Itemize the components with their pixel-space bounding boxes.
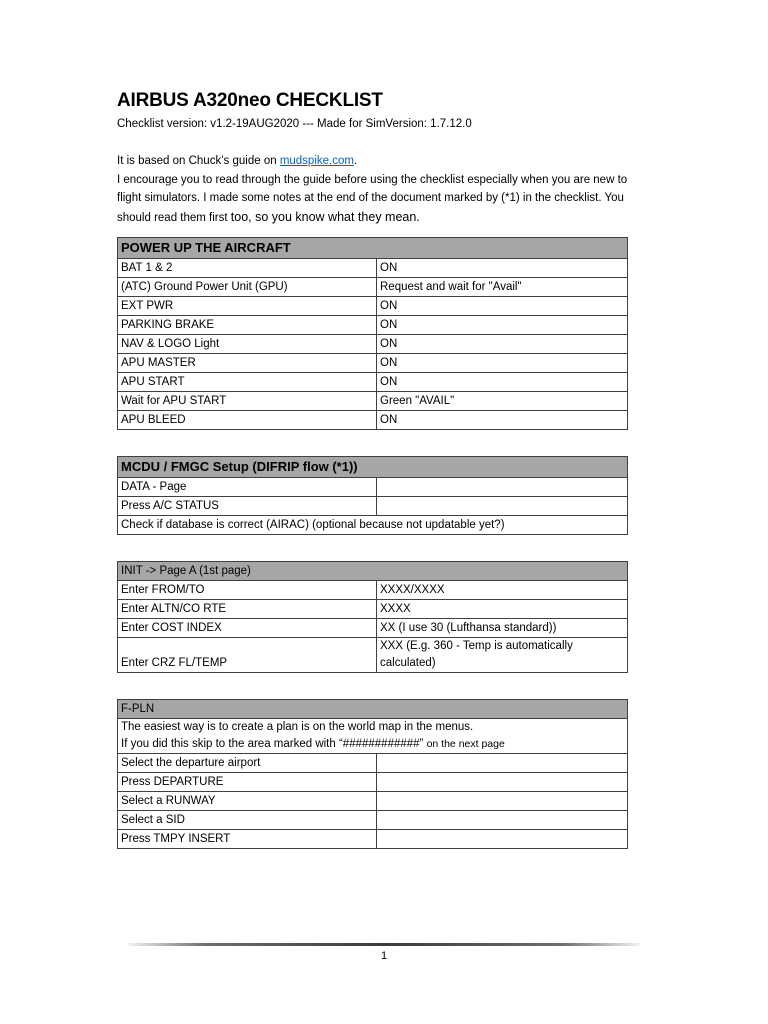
table-row: [118, 392, 628, 411]
item-cell: Enter ALTN/CO RTE: [118, 600, 377, 619]
action-cell: [377, 811, 628, 830]
action-cell: Green "AVAIL": [377, 392, 628, 411]
table-row: [118, 619, 628, 638]
intro-prefix: It is based on Chuck’s guide on: [117, 155, 280, 167]
intro-notes-end: too, so you know what they mean.: [230, 209, 420, 224]
intro-source-line: [117, 152, 637, 171]
action-cell: ON: [377, 373, 628, 392]
fpln-note-line1: The easiest way is to create a plan is on the world map in the menus.: [121, 721, 474, 733]
action-cell: Request and wait for "Avail": [377, 278, 628, 297]
table-row: [118, 411, 628, 430]
fpln-table: [117, 699, 628, 849]
action-cell: [377, 754, 628, 773]
item-cell: Select the departure airport: [118, 754, 377, 773]
table-row: [118, 497, 628, 516]
table-row: [118, 278, 628, 297]
item-cell: APU MASTER: [118, 354, 377, 373]
item-cell: Press TMPY INSERT: [118, 830, 377, 849]
action-cell: [377, 497, 628, 516]
init-page-table: [117, 561, 628, 673]
database-check-cell: Check if database is correct (AIRAC) (optional because not updatable yet?): [118, 516, 628, 535]
intro-notes: I encourage you to read through the guide before using the checklist especially when you are new to flight simulators. I made some notes at the end of the document marked by (*1) in the checklist. You should read them first: [117, 173, 628, 224]
table-row: [118, 297, 628, 316]
item-cell: Press A/C STATUS: [118, 497, 377, 516]
action-cell: [377, 830, 628, 849]
item-cell: Enter CRZ FL/TEMP: [118, 638, 377, 673]
checklist-version: Checklist version: v1.2-19AUG2020 --- Made for SimVersion: 1.7.12.0: [117, 118, 472, 130]
page-title: AIRBUS A320neo CHECKLIST: [117, 90, 383, 111]
table-row: [118, 373, 628, 392]
item-cell: Enter FROM/TO: [118, 581, 377, 600]
footer-divider: [128, 943, 640, 946]
document-page: [117, 88, 637, 849]
item-cell: APU START: [118, 373, 377, 392]
table-row: [118, 581, 628, 600]
power-up-header: POWER UP THE AIRCRAFT: [118, 238, 628, 259]
fpln-note-line2: If you did this skip to the area marked with “############”: [121, 738, 427, 750]
action-cell: ON: [377, 335, 628, 354]
action-cell: [377, 478, 628, 497]
table-row: [118, 830, 628, 849]
table-row: [118, 638, 628, 673]
item-cell: Wait for APU START: [118, 392, 377, 411]
item-cell: Press DEPARTURE: [118, 773, 377, 792]
table-row: [118, 316, 628, 335]
item-cell: BAT 1 & 2: [118, 259, 377, 278]
table-row: [118, 811, 628, 830]
table-row: [118, 773, 628, 792]
init-page-header: INIT -> Page A (1st page): [118, 562, 628, 581]
item-cell: Select a RUNWAY: [118, 792, 377, 811]
action-cell: ON: [377, 316, 628, 335]
mcdu-setup-table: [117, 456, 628, 535]
action-cell: [377, 773, 628, 792]
action-cell: ON: [377, 354, 628, 373]
item-cell: NAV & LOGO Light: [118, 335, 377, 354]
item-cell: Enter COST INDEX: [118, 619, 377, 638]
action-cell: XXXX: [377, 600, 628, 619]
fpln-note-line2-end: on the next page: [426, 738, 505, 750]
action-cell: ON: [377, 297, 628, 316]
action-cell: ON: [377, 259, 628, 278]
item-cell: Select a SID: [118, 811, 377, 830]
intro-notes-paragraph: [117, 171, 637, 228]
table-row: [118, 600, 628, 619]
intro-suffix: .: [353, 155, 358, 167]
intro-text: [117, 152, 637, 227]
fpln-note-cell: [118, 719, 628, 754]
table-row: [118, 792, 628, 811]
table-row: [118, 259, 628, 278]
table-row: [118, 335, 628, 354]
item-cell: PARKING BRAKE: [118, 316, 377, 335]
table-row: [118, 516, 628, 535]
item-cell: EXT PWR: [118, 297, 377, 316]
table-row: [118, 354, 628, 373]
action-cell: XX (I use 30 (Lufthansa standard)): [377, 619, 628, 638]
item-cell: (ATC) Ground Power Unit (GPU): [118, 278, 377, 297]
mcdu-setup-header: MCDU / FMGC Setup (DIFRIP flow (*1)): [118, 457, 628, 478]
table-row: [118, 478, 628, 497]
page-number: 1: [380, 950, 388, 962]
table-row: [118, 754, 628, 773]
action-cell: XXX (E.g. 360 - Temp is automatically calculated): [377, 638, 628, 673]
fpln-header: F-PLN: [118, 700, 628, 719]
action-cell: XXXX/XXXX: [377, 581, 628, 600]
action-cell: ON: [377, 411, 628, 430]
item-cell: APU BLEED: [118, 411, 377, 430]
table-row: [118, 719, 628, 754]
item-cell: DATA - Page: [118, 478, 377, 497]
action-cell: [377, 792, 628, 811]
mudspike-link[interactable]: mudspike.com: [279, 155, 354, 167]
power-up-table: [117, 237, 628, 430]
